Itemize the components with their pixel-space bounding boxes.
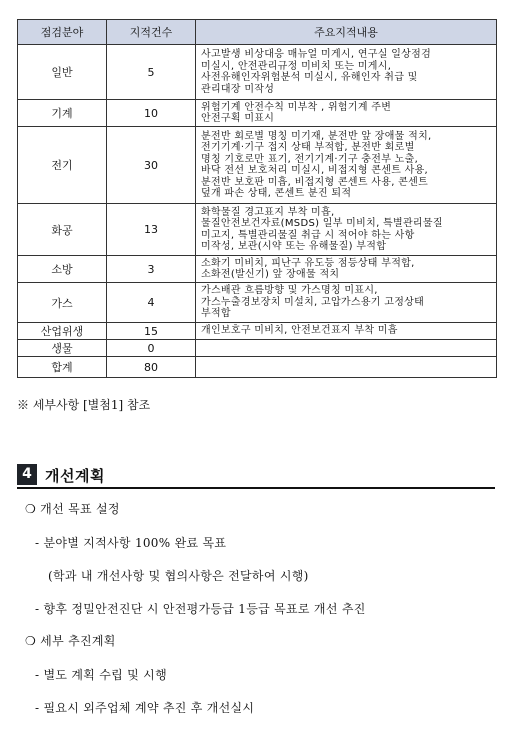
row-count: 4 [107,283,196,323]
row-category: 화공 [18,204,107,256]
goal-item-1: - 분야별 지적사항 100% 완료 목표 [35,536,227,550]
row-category: 기계 [18,100,107,127]
row-category: 일반 [18,45,107,100]
table-header-row [18,20,497,45]
row-count: 80 [107,357,196,378]
table-total-row [18,357,497,378]
row-details: 위험기계 안전수칙 미부착 , 위험기계 주변 안전구획 미표시 [196,100,497,127]
section-title: 개선계획 [45,467,105,485]
table-row [18,100,497,127]
row-count: 0 [107,340,196,357]
table-row [18,323,497,340]
header-category: 점검분야 [18,20,107,45]
row-details [196,357,497,378]
row-category: 합계 [18,357,107,378]
row-details: 개인보호구 미비치, 안전보건표지 부착 미흡 [196,323,497,340]
header-details: 주요지적내용 [196,20,497,45]
row-details [196,340,497,357]
row-category: 전기 [18,127,107,204]
header-count: 지적건수 [107,20,196,45]
plan-item-2: - 필요시 외주업체 계약 추진 후 개선실시 [35,701,255,715]
row-category: 소방 [18,256,107,283]
plan-item-1: - 별도 계획 수립 및 시행 [35,668,167,682]
goal-heading: ❍ 개선 목표 설정 [25,502,120,516]
table-row [18,340,497,357]
row-details: 분전반 회로별 명칭 미기재, 분전반 앞 장애물 적치, 전기기계·기구 접지 상태 부적합, 분전반 회로별 명칭 기호로만 표기, 전기기계·기구 충전부 노출, 바닥 전선 보호처리 미실시, 비접지형 콘센트 사용, 분전반 보호판 미흡, 비접지형 콘센트 사용, 콘센트 덮개 파손 상태, 콘센트 분진 퇴적 [196,127,497,204]
row-count: 30 [107,127,196,204]
row-count: 5 [107,45,196,100]
row-details: 화학물질 경고표지 부착 미흡, 물질안전보건자료(MSDS) 일부 미비치, 특별관리물질 미고지, 특별관리물질 취급 시 적어야 하는 사항 미작성, 보관(시약 또는 유해물질) 부적합 [196,204,497,256]
table-row [18,256,497,283]
goal-item-1-note: (학과 내 개선사항 및 협의사항은 전달하여 시행) [48,569,309,583]
table-row [18,45,497,100]
table-row [18,283,497,323]
inspection-findings-table [17,19,497,378]
row-category: 가스 [18,283,107,323]
section-heading [17,463,495,489]
section-number-badge: 4 [17,464,37,485]
table-row [18,127,497,204]
row-count: 15 [107,323,196,340]
row-details: 소화기 미비치, 피난구 유도등 점등상태 부적합, 소화전(발신기) 앞 장애물 적치 [196,256,497,283]
reference-note: ※ 세부사항 [별첨1] 참조 [17,398,151,412]
row-category: 산업위생 [18,323,107,340]
plan-heading: ❍ 세부 추진계획 [25,634,116,648]
row-category: 생물 [18,340,107,357]
row-details: 가스배관 흐름방향 및 가스명칭 미표시, 가스누출경보장치 미설치, 고압가스용기 고정상태 부적합 [196,283,497,323]
row-count: 3 [107,256,196,283]
row-details: 사고발생 비상대응 매뉴얼 미게시, 연구실 일상점검 미실시, 안전관리규정 미비치 또는 미게시, 사전유해인자위험분석 미실시, 유해인자 취급 및 관리대장 미작성 [196,45,497,100]
table-row [18,204,497,256]
goal-item-2: - 향후 정밀안전진단 시 안전평가등급 1등급 목표로 개선 추진 [35,602,366,616]
row-count: 13 [107,204,196,256]
row-count: 10 [107,100,196,127]
